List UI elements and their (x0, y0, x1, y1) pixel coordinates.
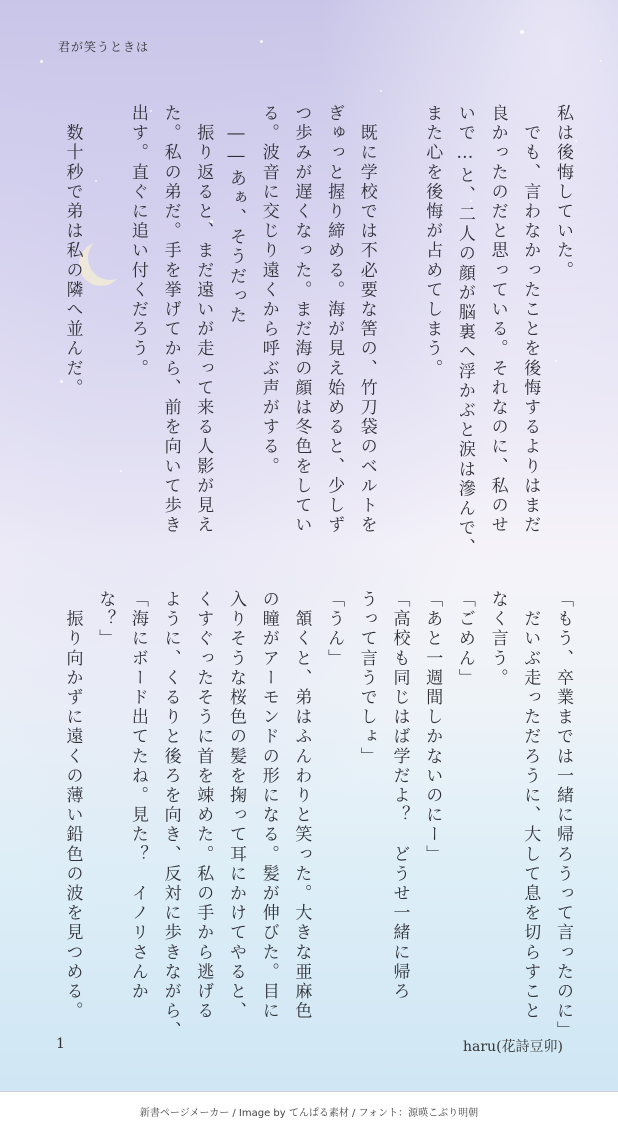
text-column: た。私の弟だ。手を挙げてから、前を向いて歩き (160, 104, 181, 536)
text-column: 入りそうな桜色の髪を掬って耳にかけてやると、 (226, 590, 246, 1022)
sparkle-decoration (520, 30, 524, 34)
text-column: 頷くと、弟はふんわりと笑った。大きな亜麻色 (291, 590, 312, 1022)
sparkle-decoration (260, 40, 263, 43)
text-column: る。波音に交じり遠くから呼ぶ声がする。 (258, 104, 279, 477)
text-column: だいぶ走っただろうに、大して息を切らすこと (520, 590, 541, 1022)
page-divider (0, 1091, 618, 1092)
text-column: 「ごめん」 (454, 590, 475, 688)
author-credit: haru(花詩豆卯) (463, 1039, 563, 1055)
text-column: 振り返ると、まだ遠いが走って来る人影が見え (193, 104, 214, 536)
text-column: の瞳がアーモンドの形になる。髪が伸びた。目に (258, 590, 279, 1022)
text-column: また心を後悔が占めてしまう。 (422, 104, 443, 379)
footer-credits: 新書ページメーカー / Image by てんぱる素材 / フォント：源暎こぶり明朝 (139, 1108, 479, 1119)
text-column: 「高校も同じはば学だよ？ どうせ一緒に帰ろ (389, 590, 410, 1002)
page-header: 君が笑うときは (58, 40, 150, 54)
text-column: な？」 (95, 590, 116, 649)
text-column: 「うん」 (324, 590, 345, 669)
text-column: うって言うでしょ」 (356, 590, 377, 767)
text-column: いで…と、二人の顔が脳裏へ浮かぶと涙は滲んで、 (454, 104, 475, 558)
sparkle-decoration (600, 60, 602, 62)
text-column: 「海にボード出てたね。見た？ イノリさんか (127, 590, 148, 1002)
text-column: ように、くるりと後ろを向き、反対に歩きながら、 (160, 590, 181, 1041)
text-column: 数十秒で弟は私の隣へ並んだ。 (62, 104, 83, 398)
text-column: くすぐったそうに首を竦めた。私の手から逃げる (193, 590, 214, 1022)
text-column (94, 104, 115, 534)
text-column (389, 104, 410, 534)
text-column: ――あぁ、そうだった (226, 104, 246, 326)
text-column: なく言う。 (487, 590, 508, 688)
sparkle-decoration (380, 90, 382, 92)
text-column: でも、言わなかったことを後悔するよりはまだ (520, 104, 541, 536)
page-number: 1 (56, 1036, 65, 1052)
sparkle-decoration (150, 110, 152, 112)
text-column: 振り向かずに遠くの薄い鉛色の波を見つめる。 (62, 590, 83, 1022)
sparkle-decoration (120, 470, 122, 472)
sparkle-decoration (40, 60, 43, 63)
text-column: つ歩みが遅くなった。まだ海の顔は冬色をしてい (291, 104, 312, 536)
text-column: 既に学校では不必要な筈の、竹刀袋のベルトを (356, 104, 377, 536)
text-column: 出す。直ぐに追い付くだろう。 (127, 104, 148, 379)
sparkle-decoration (575, 140, 577, 142)
text-column: 私は後悔していた。 (553, 104, 573, 281)
text-column: 良かったのだと思っている。それなのに、私のせ (487, 104, 508, 536)
text-column: 「もう、卒業までは一緒に帰ろうって言ったのに」 (553, 590, 573, 1041)
text-column: ぎゅっと握り締める。海が見え始めると、少しず (324, 104, 345, 536)
text-column: 「あと一週間しかないのにー」 (422, 590, 443, 865)
